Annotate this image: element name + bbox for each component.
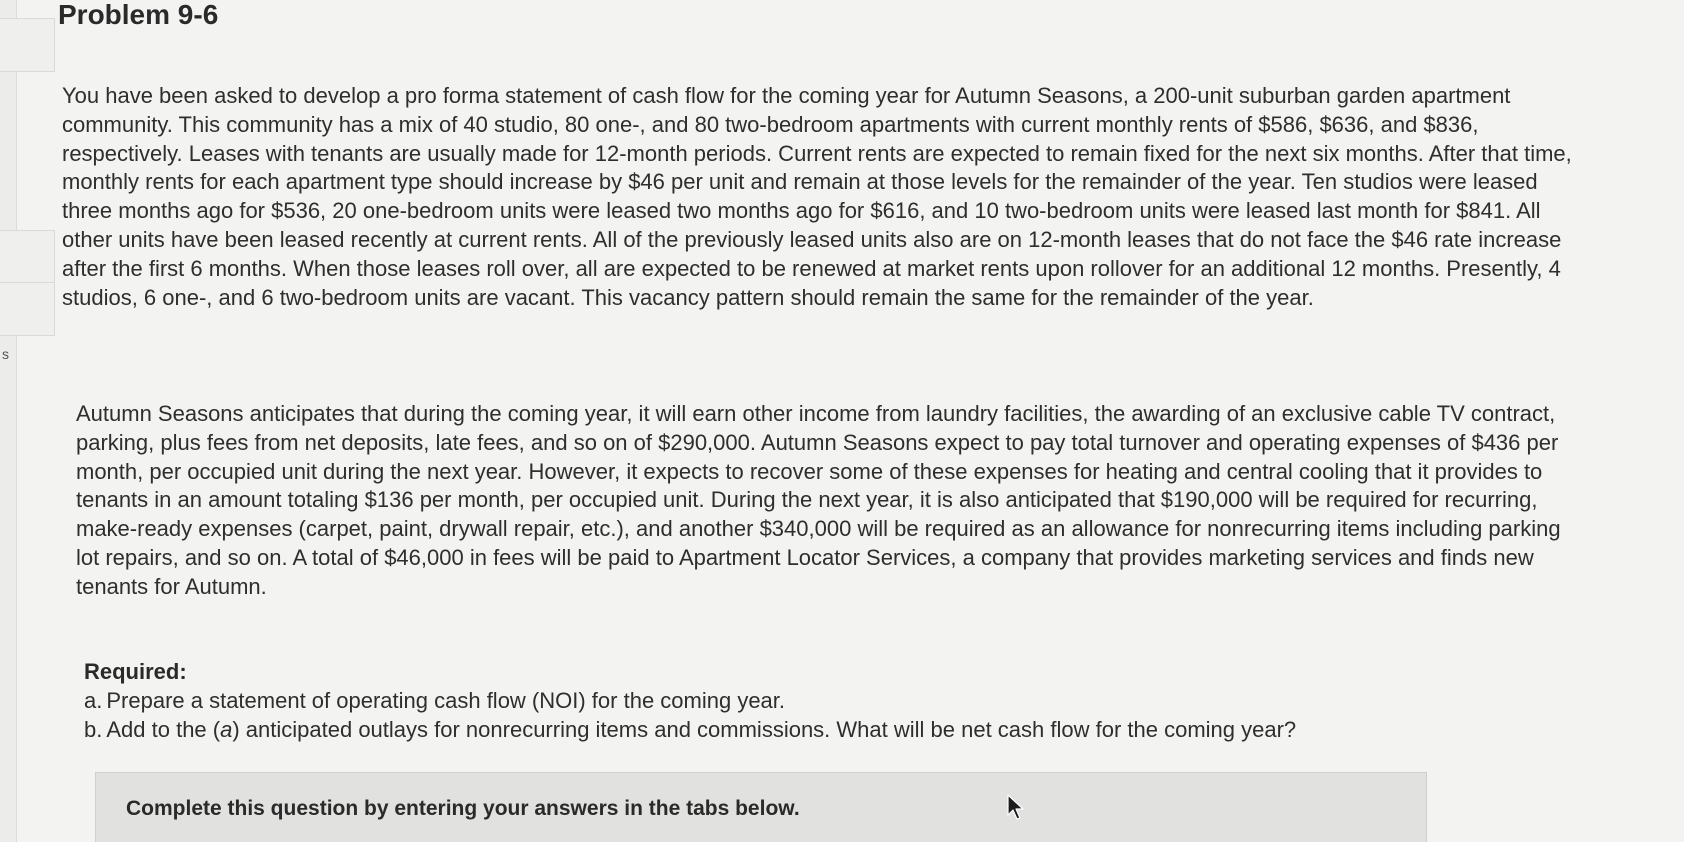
required-item-italic: a	[220, 716, 233, 742]
problem-title: Problem 9-6	[58, 0, 219, 30]
required-item-marker: b.	[84, 716, 103, 742]
instruction-text: Complete this question by entering your answers in the tabs below.	[126, 797, 800, 820]
required-section	[84, 658, 1584, 744]
sidebar-letter: s	[2, 346, 9, 362]
required-item-marker: a.	[84, 687, 103, 713]
left-sidebar-tab[interactable]	[0, 282, 55, 336]
required-item-b	[84, 716, 1584, 745]
required-item-text: ) anticipated outlays for nonrecurring items and commissions. What will be net cash flow for the coming year?	[232, 716, 1297, 742]
required-item-text: Add to the (	[106, 716, 221, 742]
problem-paragraph-1: You have been asked to develop a pro forma statement of cash flow for the coming year for Autumn Seasons, a 200-unit suburban garden apartment community. This community has a mix of 40 studio, 80 one-, and 80 two-bedroom apartments with current monthly rents of $586, $636, and $836, respectively. Leases with tenants are usually made for 12-month periods. Current rents are expected to remain fixed for the next six months. After that time, monthly rents for each apartment type should increase by $46 per unit and remain at those levels for the remainder of the year. Ten studios were leased three months ago for $536, 20 one-bedroom units were leased two months ago for $616, and 10 two-bedroom units were leased last month for $841. All other units have been leased recently at current rents. All of the previously leased units also are on 12-month leases that do not face the $46 rate increase after the first 6 months. When those leases roll over, all are expected to be renewed at market rents upon rollover for an additional 12 months. Presently, 4 studios, 6 one-, and 6 two-bedroom units are vacant. This vacancy pattern should remain the same for the remainder of the year.	[62, 83, 1572, 310]
mouse-pointer-icon	[1006, 793, 1026, 821]
left-sidebar-tab[interactable]	[0, 230, 55, 284]
required-item-a	[84, 687, 1584, 716]
required-heading: Required:	[84, 659, 187, 684]
left-sidebar-strip	[0, 0, 17, 842]
problem-paragraph-2: Autumn Seasons anticipates that during the coming year, it will earn other income from laundry facilities, the awarding of an exclusive cable TV contract, parking, plus fees from net deposits, late fees, and so on of $290,000. Autumn Seasons expect to pay total turnover and operating expenses of $436 per month, per occupied unit during the next year. However, it expects to recover some of these expenses for heating and central cooling that it provides to tenants in an amount totaling $136 per month, per occupied unit. During the next year, it is also anticipated that $190,000 will be required for recurring, make-ready expenses (carpet, paint, drywall repair, etc.), and another $340,000 will be required as an allowance for nonrecurring items including parking lot repairs, and so on. A total of $46,000 in fees will be paid to Apartment Locator Services, a company that provides marketing services and finds new tenants for Autumn.	[76, 401, 1561, 599]
required-item-text: Prepare a statement of operating cash flow (NOI) for the coming year.	[106, 687, 786, 713]
instruction-banner	[95, 772, 1427, 842]
left-sidebar-tab[interactable]	[0, 18, 55, 72]
